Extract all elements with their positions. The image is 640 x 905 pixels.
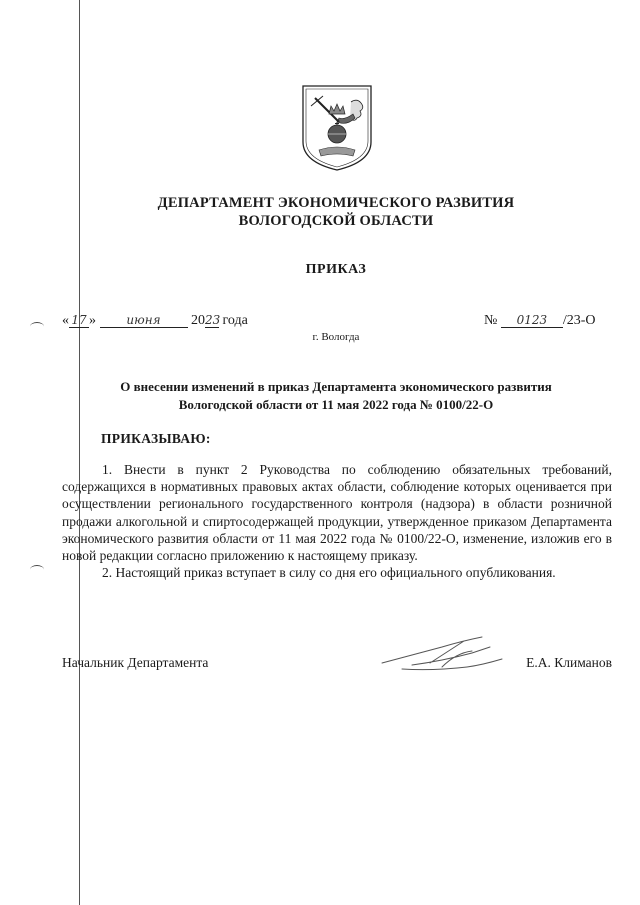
number-suffix: /23-О [562,313,596,328]
date-day: 17 [69,313,89,328]
number-sign: № [484,313,498,328]
binding-margin-line [79,0,80,905]
punch-hole-mark [30,322,44,331]
paragraph-2: 2. Настоящий приказ вступает в силу со дня его официального опубликования. [102,565,556,581]
document-type: ПРИКАЗ [305,262,367,277]
paragraph-1: 1. Внести в пункт 2 Руководства по соблюдению обязательных требований, содержащихся в нормативных правовых актах области, соблюдение которых оценивается при осуществлении регионального государственного контроля (надзора) в области розничной продажи алкогольной и спиртосодержащей продукции, утвержденное приказом Департамента экономического развития области от 11 мая 2022 года № 0100/22-О, изменение, изложив его в новой редакции согласно приложению к настоящему приказу. [62,462,612,564]
date-close-quote: » [89,313,96,328]
date-open-quote: « [62,313,69,328]
date-month: июня [100,313,188,328]
subject-line2: Вологодской области от 11 мая 2022 года № 0100/22-О [178,397,494,412]
directive-heading: ПРИКАЗЫВАЮ: [101,431,211,446]
number-handwritten: 0123 [501,313,563,328]
department-name [80,194,592,230]
department-name-line1: ДЕПАРТАМЕНТ ЭКОНОМИЧЕСКОГО РАЗВИТИЯ [157,195,515,211]
order-number [484,313,596,329]
subject-line1: О внесении изменений в приказ Департамента экономического развития [120,379,552,394]
order-body [62,461,612,581]
department-name-line2: ВОЛОГОДСКОЙ ОБЛАСТИ [238,213,434,229]
signer-title: Начальник Департамента [62,655,209,670]
date-year-suffix: 23 [205,313,221,327]
city-name: г. Вологда [312,331,360,343]
date-year-prefix: 20 [191,313,205,328]
punch-hole-mark [30,565,44,574]
signer-name: Е.А. Климанов [526,655,612,670]
order-subject [80,378,592,414]
date-year-word: года [222,313,248,328]
vologda-coat-of-arms-icon [301,84,373,172]
handwritten-signature [372,633,522,683]
order-date [62,313,248,329]
